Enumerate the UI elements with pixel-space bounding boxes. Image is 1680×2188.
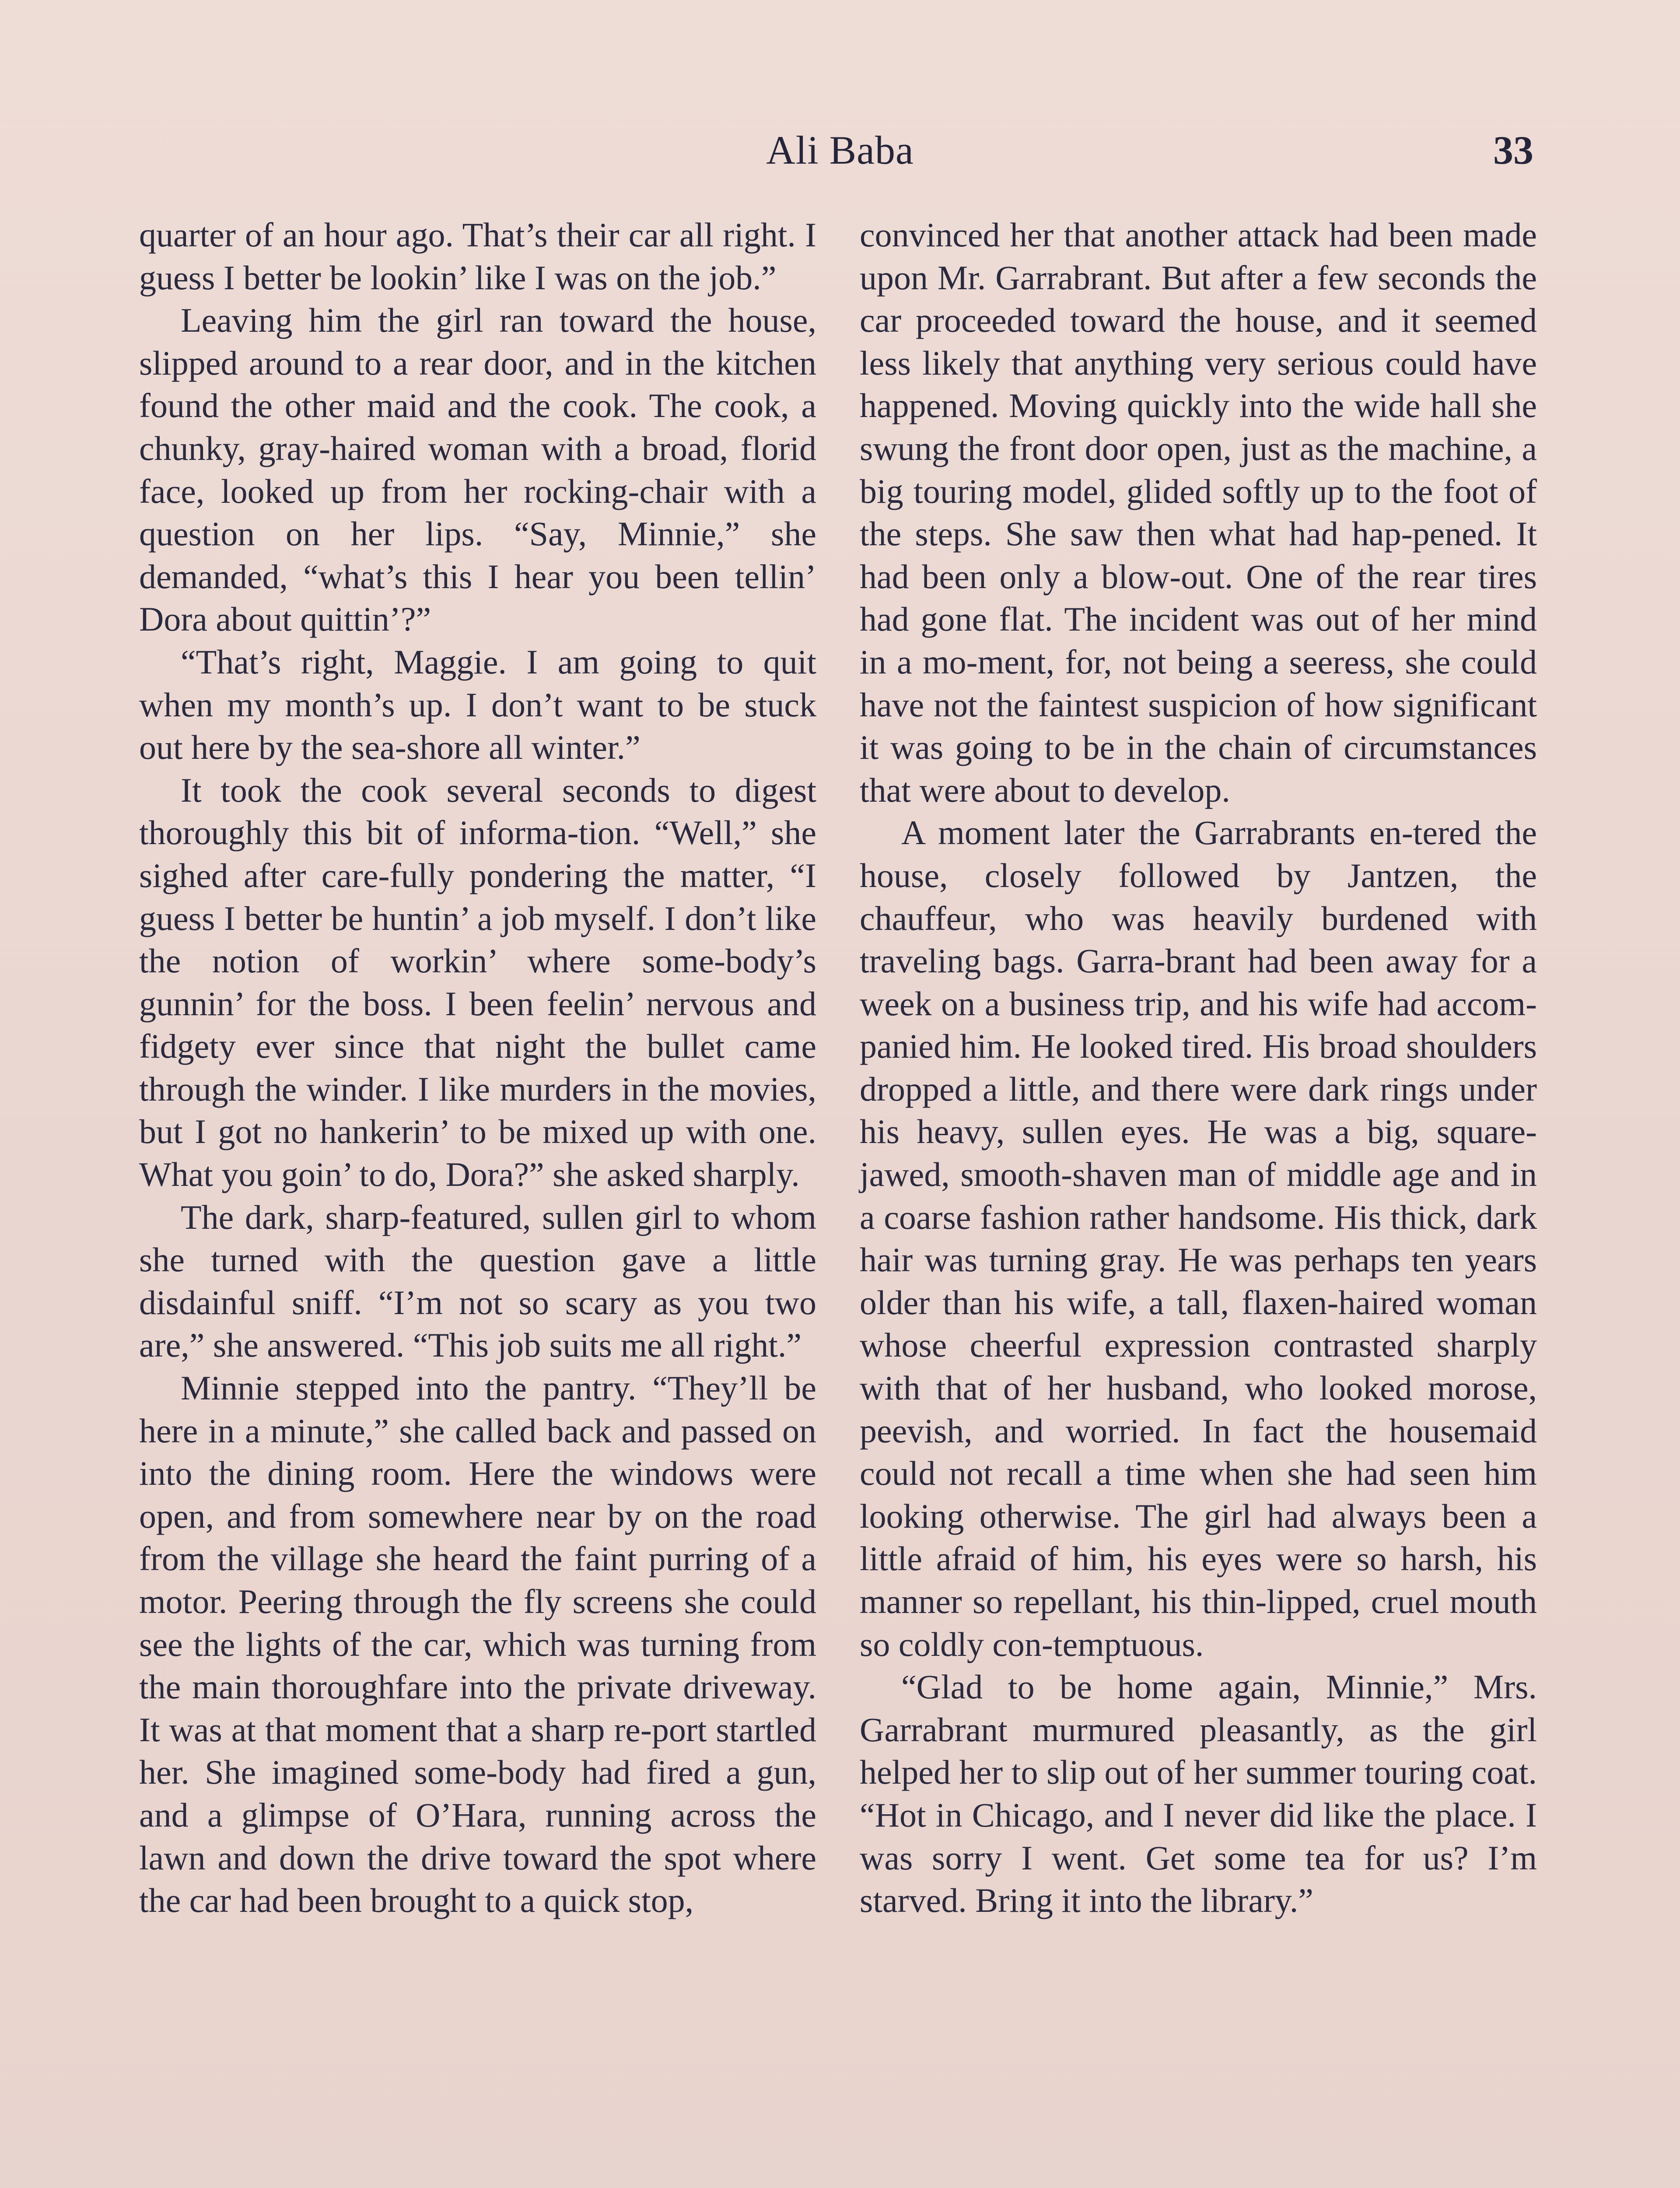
paragraph: “Glad to be home again, Minnie,” Mrs. Garrabrant murmured pleasantly, as the girl helped her to slip out of her summer touring coat. “Hot in Chicago, and I never did like the place. I was sorry I went. Get some tea for us? I’m starved. Bring it into the library.” <box>860 1668 1537 1920</box>
paragraph: convinced her that another attack had been made upon Mr. Garrabrant. But after a few seconds the car proceeded toward the house, and it seemed less likely that anything very serious could have happened. Moving quickly into the wide hall she swung the front door open, just as the machine, a big touring model, glided softly up to the foot of the steps. She saw then what had hap-pened. It had been only a blow-out. One of the rear tires had gone flat. The incident was out of her mind in a mo-ment, for, not being a seeress, she could have not the faintest suspicion of how significant it was going to be in the chain of circumstances that were about to develop. <box>860 216 1537 809</box>
paragraph: The dark, sharp-featured, sullen girl to whom she turned with the question gave a little disdainful sniff. “I’m not so scary as you two are,” she answered. “This job suits me all right.” <box>139 1198 816 1364</box>
paragraph: Leaving him the girl ran toward the house, slipped around to a rear door, and in the kitchen found the other maid and the cook. The cook, a chunky, gray-haired woman with a broad, florid face, looked up from her rocking-chair with a question on her lips. “Say, Minnie,” she demanded, “what’s this I hear you been tellin’ Dora about quittin’?” <box>139 301 816 638</box>
right-column <box>860 214 1537 1922</box>
page-number: 33 <box>1493 128 1533 172</box>
paragraph: A moment later the Garrabrants en-tered the house, closely followed by Jantzen, the chauffeur, who was heavily burdened with traveling bags. Garra-brant had been away for a week on a business trip, and his wife had accom-panied him. He looked tired. His broad shoulders dropped a little, and there were dark rings under his heavy, sullen eyes. He was a big, square-jawed, smooth-shaven man of middle age and in a coarse fashion rather handsome. His thick, dark hair was turning gray. He was perhaps ten years older than his wife, a tall, flaxen-haired woman whose cheerful expression contrasted sharply with that of her husband, who looked morose, peevish, and worried. In fact the housemaid could not recall a time when she had seen him looking otherwise. The girl had always been a little afraid of him, his eyes were so harsh, his manner so repellant, his thin-lipped, cruel mouth so coldly con-temptuous. <box>860 813 1537 1663</box>
paragraph: It took the cook several seconds to digest thoroughly this bit of informa-tion. “Well,” she sighed after care-fully pondering the matter, “I guess I better be huntin’ a job myself. I don’t like the notion of workin’ where some-body’s gunnin’ for the boss. I been feelin’ nervous and fidgety ever since that night the bullet came through the winder. I like murders in the movies, but I got no hankerin’ to be mixed up with one. What you goin’ to do, Dora?” she asked sharply. <box>139 771 816 1194</box>
page-header <box>0 127 1680 188</box>
paragraph: “That’s right, Maggie. I am going to quit when my month’s up. I don’t want to be stuck out here by the sea-shore all winter.” <box>139 642 816 767</box>
paragraph: Minnie stepped into the pantry. “They’ll be here in a minute,” she called back and passed on into the dining room. Here the windows were open, and from somewhere near by on the road from the village she heard the faint purring of a motor. Peering through the fly screens she could see the lights of the car, which was turning from the main thoroughfare into the private driveway. It was at that moment that a sharp re-port startled her. She imagined some-body had fired a gun, and a glimpse of O’Hara, running across the lawn and down the drive toward the spot where the car had been brought to a quick stop, <box>139 1369 816 1920</box>
running-title: Ali Baba <box>766 128 914 172</box>
left-column <box>139 214 816 1922</box>
paragraph: quarter of an hour ago. That’s their car all right. I guess I better be lookin’ like I was on the job.” <box>139 216 816 297</box>
